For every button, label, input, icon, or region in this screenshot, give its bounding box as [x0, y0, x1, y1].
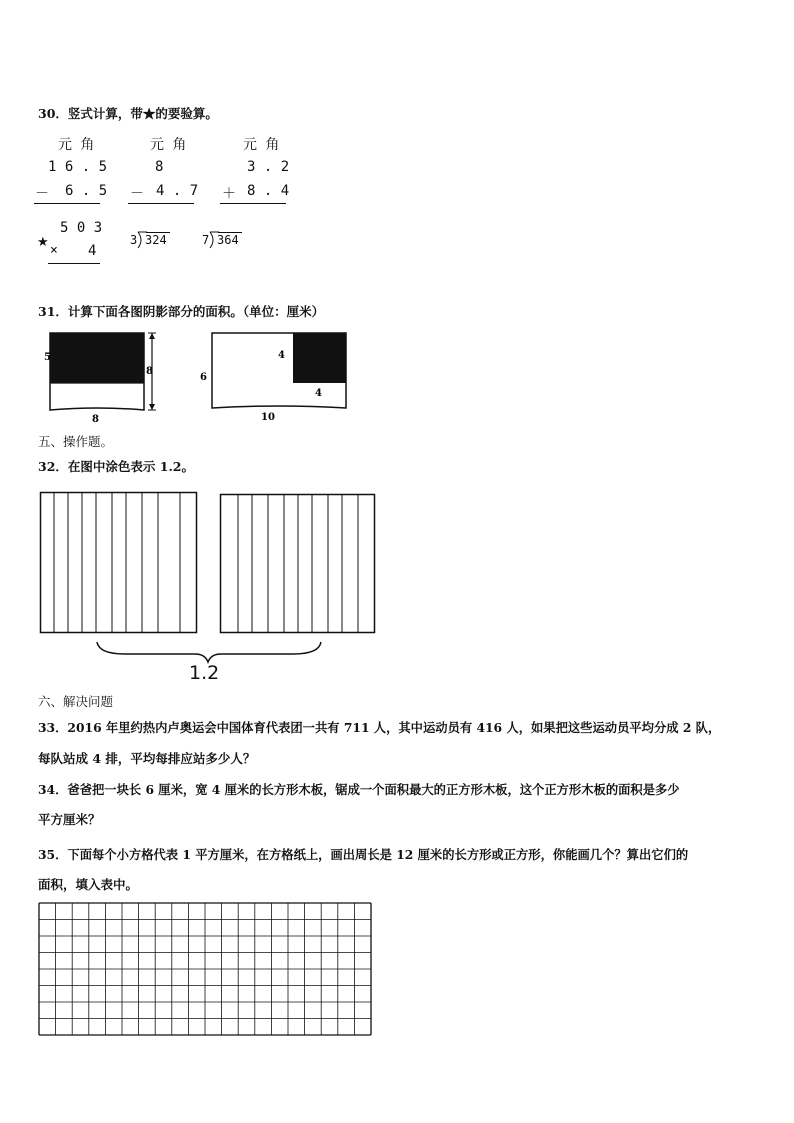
div2-divisor: 7: [202, 233, 210, 247]
figure-2-shaded-area: [293, 333, 346, 383]
q35-line-2: 面积，填入表中。: [38, 877, 139, 892]
star-icon: ★: [37, 235, 49, 250]
figure-1-label-right: 8: [146, 366, 153, 377]
calc-2-op: －: [130, 186, 144, 202]
figure-2-label-left: 6: [200, 372, 207, 383]
figure-1-label-left: 5: [44, 352, 51, 363]
q34-line-1: 34．爸爸把一块长 6 厘米，宽 4 厘米的长方形木板，锯成一个面积最大的正方形木板，这个正方形木板的面积是多少: [38, 782, 680, 797]
calc-3-top: 3 . 2: [247, 159, 290, 175]
figure-strips: [40, 492, 380, 642]
section-5-heading: 五、操作题。: [38, 434, 114, 449]
figure-1: [38, 328, 168, 428]
figure-2-label-inner-side: 4: [278, 350, 285, 361]
mult-op: ×: [50, 243, 58, 258]
calc-1-bottom: 6 . 5: [65, 183, 108, 199]
figure-1-label-bottom: 8: [92, 414, 99, 425]
div2-dividend: 364: [217, 233, 239, 247]
mult-bottom: 4: [88, 243, 97, 259]
calc-3-bottom: 8 . 4: [247, 183, 290, 199]
q33-line-2: 每队站成 4 排，平均每排应站多少人？: [38, 751, 256, 766]
calc-1-top: 1 6 . 5: [48, 159, 108, 175]
calc-1-header: 元 角: [58, 137, 95, 153]
strip-rect-1: [41, 492, 197, 633]
calc-2-top: 8: [155, 159, 164, 175]
calc-2-rule: [128, 203, 194, 204]
strip-rect-2: [221, 494, 375, 633]
q34-line-2: 平方厘米？: [38, 812, 101, 827]
calc-3-header: 元 角: [243, 137, 280, 153]
div1-divisor: 3: [130, 233, 138, 247]
calc-2-bottom: 4 . 7: [156, 183, 199, 199]
mult-top: 5 0 3: [60, 220, 103, 236]
q33-line-1: 33．2016 年里约热内卢奥运会中国体育代表团一共有 711 人，其中运动员有 416 人，如果把这些运动员平均分成 2 队，: [38, 720, 721, 735]
q31-title: 31．计算下面各图阴影部分的面积。（单位：厘米）: [38, 304, 325, 319]
q32-title: 32．在图中涂色表示 1.2。: [38, 459, 194, 474]
calc-1-op: －: [35, 186, 49, 202]
calc-2-header: 元 角: [150, 137, 187, 153]
figure-2-label-inner-bottom: 4: [315, 388, 322, 399]
div1-dividend: 324: [145, 233, 167, 247]
calc-3-op: ＋: [222, 186, 236, 202]
figure-2: [195, 328, 355, 428]
figure-2-label-bottom: 10: [261, 412, 275, 423]
calc-3-rule: [220, 203, 286, 204]
section-6-heading: 六、解决问题: [38, 694, 114, 709]
q30-title: 30．竖式计算，带★的要验算。: [38, 106, 218, 121]
brace-label: 1.2: [189, 662, 220, 684]
square-grid[interactable]: [38, 902, 374, 1038]
q35-line-1: 35．下面每个小方格代表 1 平方厘米，在方格纸上，画出周长是 12 厘米的长方形或正方形，你能画几个？算出它们的: [38, 847, 689, 862]
figure-1-shaded-area: [50, 333, 144, 383]
brace-icon: [95, 640, 325, 664]
mult-rule: [48, 263, 100, 264]
calc-1-rule: [34, 203, 100, 204]
